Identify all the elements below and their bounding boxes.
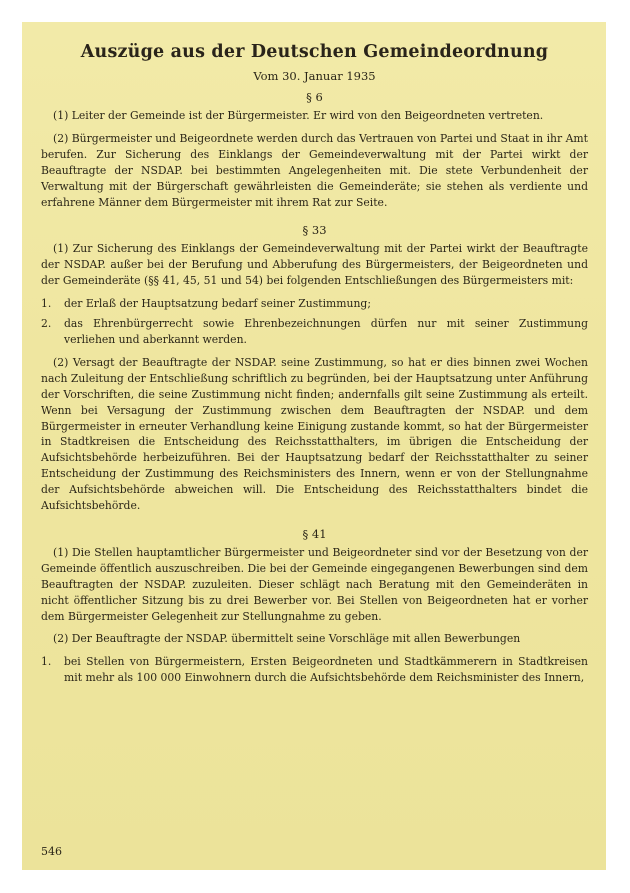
section-41-paragraph-2: (2) Der Beauftragte der NSDAP. übermittelt seine Vorschläge mit allen Bewerbungen bbox=[53, 632, 521, 646]
page-number: 546 bbox=[41, 845, 62, 858]
section-33-paragraph-1: (1) Zur Sicherung des Einklangs der Gemeindeverwaltung mit der Partei wirkt der Beauftragte der NSDAP. außer bei der Berufung und Abberufung des Bürgermeisters, der Beigeordneten und der Gemeinderäte (§§ 41, 45, 51 und 54) bei folgenden Entschließungen des Bürgermeisters mit: bbox=[41, 242, 588, 288]
document-title: Auszüge aus der Deutschen Gemeindeordnung bbox=[80, 42, 549, 62]
list-item bbox=[41, 316, 588, 348]
section-6-paragraph-2: (2) Bürgermeister und Beigeordnete werden durch das Vertrauen von Partei und Staat in ihr Amt berufen. Zur Sicherung des Einklangs der Gemeindeverwaltung mit der Partei wirkt der Beauftragte der NSDAP. bei bestimmten Angelegenheiten mit. Die stete Verbundenheit der Verwaltung mit der Bürgerschaft gewährleisten die Gemeinderäte; sie stehen als verdiente und erfahrene Männer dem Bürgermeister mit ihrem Rat zur Seite. bbox=[41, 131, 588, 209]
list-item bbox=[41, 654, 588, 686]
document-date: Vom 30. Januar 1935 bbox=[253, 69, 376, 83]
section-heading-6: § 6 bbox=[306, 90, 323, 104]
list-item-text: das Ehrenbürgerrecht sowie Ehrenbezeichnungen dürfen nur mit seiner Zustimmung verliehen und aberkannt werden. bbox=[64, 317, 588, 346]
list-item-number: 1. bbox=[41, 297, 52, 311]
section-33-list bbox=[41, 296, 588, 348]
list-item-number: 2. bbox=[41, 317, 52, 331]
document-page bbox=[22, 22, 606, 870]
list-item-text: der Erlaß der Hauptsatzung bedarf seiner Zustimmung; bbox=[64, 297, 371, 311]
section-41-paragraph-1: (1) Die Stellen hauptamtlicher Bürgermeister und Beigeordneter sind vor der Besetzung von der Gemeinde öffentlich auszuschreiben. Die bei der Gemeinde eingegangenen Bewerbungen sind dem Beauftragten der NSDAP. zuzuleiten. Dieser schlägt nach Beratung mit den Gemeinderäten in nicht öffentlicher Sitzung bis zu drei Bewerber vor. Bei Stellen von Beigeordneten hat er vorher dem Bürgermeister Gelegenheit zur Stellungnahme zu geben. bbox=[41, 545, 588, 623]
section-heading-33: § 33 bbox=[302, 223, 327, 238]
list-item-text: bei Stellen von Bürgermeistern, Ersten Beigeordneten und Stadtkämmerern in Stadtkreisen mit mehr als 100 000 Einwohnern durch die Aufsichtsbehörde dem Reichsminister des Innern, bbox=[64, 655, 588, 685]
section-heading-41: § 41 bbox=[302, 526, 327, 541]
section-41-list bbox=[41, 654, 588, 686]
list-item-number: 1. bbox=[41, 655, 52, 669]
section-6-paragraph-1: (1) Leiter der Gemeinde ist der Bürgermeister. Er wird von den Beigeordneten vertreten. bbox=[53, 109, 544, 122]
section-33-paragraph-2: (2) Versagt der Beauftragte der NSDAP. seine Zustimmung, so hat er dies binnen zwei Wochen nach Zuleitung der Entschließung schriftlich zu begründen, bei der Hauptsatzung unter Anführung der Vorschriften, die seine Zustimmung nicht finden; andernfalls gilt seine Zustimmung als erteilt. Wenn bei Versagung der Zustimmung zwischen dem Beauftragten der NSDAP. und dem Bürgermeister in erneuter Verhandlung keine Einigung zustande kommt, so hat der Bürgermeister in Stadtkreisen die Entscheidung des Reichsstatthalters, im übrigen die Entscheidung der Aufsichtsbehörde herbeizuführen. Bei der Hauptsatzung bedarf der Reichsstatthalter zu seiner Entscheidung der Zustimmung des Reichsministers des Innern, wenn er von der Stellungnahme der Aufsichtsbehörde abweichen will. Die Entscheidung des Reichsstatthalters bindet die Aufsichtsbehörde. bbox=[41, 355, 588, 513]
list-item bbox=[41, 296, 588, 312]
